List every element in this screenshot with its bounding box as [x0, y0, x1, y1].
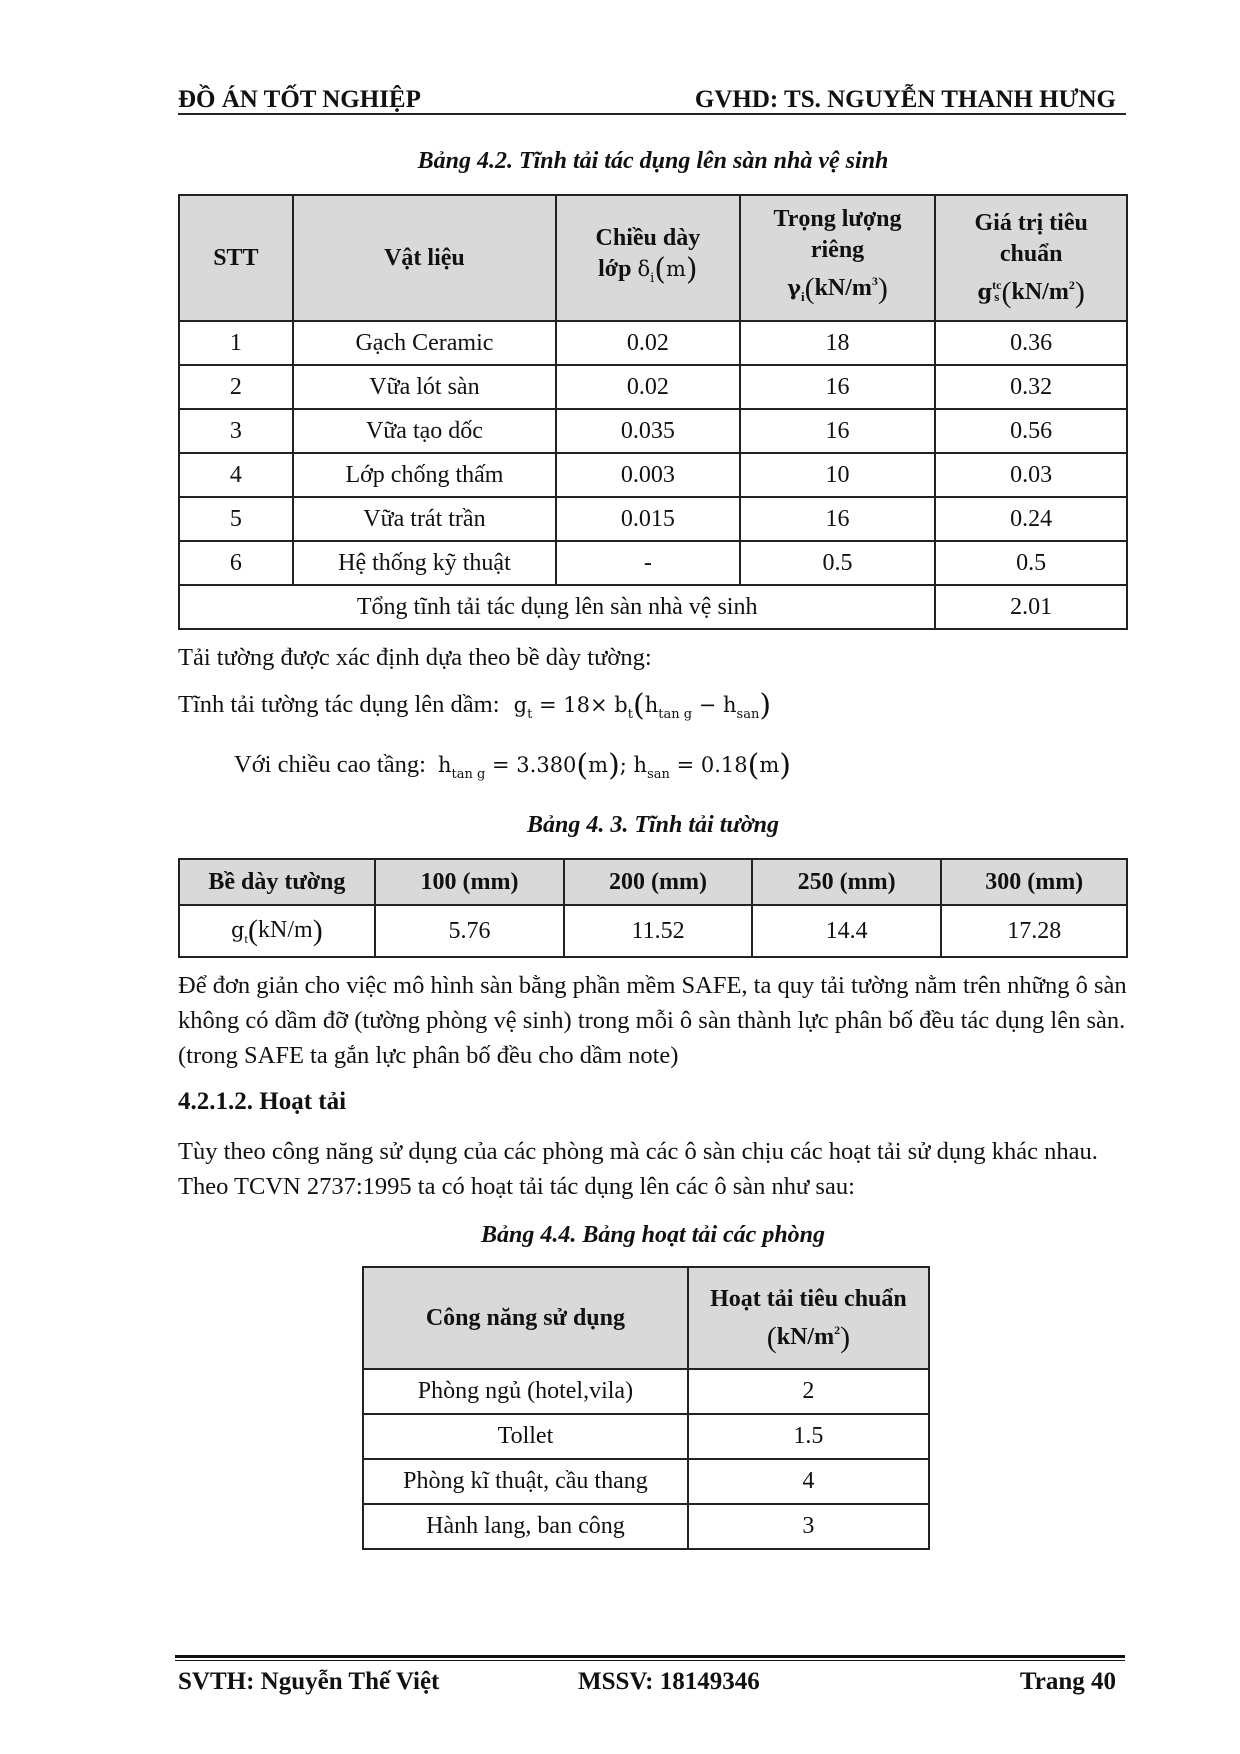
th-thickness: Chiều dày lớp $\delta_i(m)$ — [556, 195, 740, 321]
th-250: 250 (mm) — [752, 859, 942, 905]
height-formula: Với chiều cao tầng: $h_{tan g} = 3.380(m)$; $h_{san} = 0.18(m)$ — [234, 748, 791, 783]
table-row: 5 Vữa trát trần 0.015 16 0.24 — [179, 497, 1127, 541]
table-4-3 — [178, 858, 1128, 958]
table43-caption: Bảng 4. 3. Tĩnh tải tường — [527, 812, 779, 838]
table-row: Tollet 1.5 — [363, 1414, 929, 1459]
th-100: 100 (mm) — [375, 859, 565, 905]
th-200: 200 (mm) — [564, 859, 752, 905]
row-label: $g_t(kN/m)$ — [179, 905, 375, 957]
th-stt: STT — [179, 195, 293, 321]
footer-student-id: MSSV: 18149346 — [578, 1668, 760, 1695]
wall-intro: Tải tường được xác định dựa theo bề dày tường: — [178, 644, 652, 671]
th-usage: Công năng sử dụng — [363, 1267, 688, 1369]
table-4-2 — [178, 194, 1128, 630]
footer-student: SVTH: Nguyễn Thế Việt — [178, 1668, 440, 1695]
table-4-4 — [362, 1266, 930, 1550]
th-wall-thickness: Bề dày tường — [179, 859, 375, 905]
wall-formula: Tĩnh tải tường tác dụng lên dầm: $g_t = 18\times b_t(h_{tan g} - h_{san})$ — [178, 688, 772, 723]
table-row: $g_t(kN/m)$ 5.76 11.52 14.4 17.28 — [179, 905, 1127, 957]
live-load-paragraph: Tùy theo công năng sử dụng của các phòng mà các ô sàn chịu các hoạt tải sử dụng khác nhau. Theo TCVN 2737:1995 ta có hoạt tải tác dụng lên các ô sàn như sau: — [178, 1138, 1098, 1200]
header-right: GVHD: TS. NGUYỄN THANH HƯNG — [694, 86, 1116, 113]
table-total-row — [179, 585, 1127, 629]
header-left: ĐỒ ÁN TỐT NGHIỆP — [178, 86, 421, 113]
table-row: Phòng ngủ (hotel,vila) 2 — [363, 1369, 929, 1414]
safe-paragraph: Để đơn giản cho việc mô hình sàn bằng phần mềm SAFE, ta quy tải tường nằm trên những ô sàn không có dầm đỡ (tường phòng vệ sinh) trong mỗi ô sàn thành lực phân bố đều tác dụng lên sàn.(trong SAFE ta gắn lực phân bố đều cho dầm note) — [178, 972, 1127, 1069]
table44-caption: Bảng 4.4. Bảng hoạt tải các phòng — [480, 1222, 826, 1248]
total-label: Tổng tĩnh tải tác dụng lên sàn nhà vệ sinh — [179, 585, 935, 629]
footer-rule-thin — [175, 1660, 1125, 1661]
footer-page: Trang 40 — [1019, 1668, 1116, 1695]
header-rule — [178, 113, 1126, 115]
th-unit-weight: Trọng lượng riêng $\gamma_i(kN/m^3)$ — [740, 195, 936, 321]
table-row: 1 Gạch Ceramic 0.02 18 0.36 — [179, 321, 1127, 365]
footer-rule — [175, 1655, 1125, 1658]
table-row: 6 Hệ thống kỹ thuật - 0.5 0.5 — [179, 541, 1127, 585]
table-row: Phòng kĩ thuật, cầu thang 4 — [363, 1459, 929, 1504]
section-title: 4.2.1.2. Hoạt tải — [178, 1088, 347, 1115]
total-value: 2.01 — [935, 585, 1127, 629]
table-row: Hành lang, ban công 3 — [363, 1504, 929, 1549]
table42-caption: Bảng 4.2. Tĩnh tải tác dụng lên sàn nhà vệ sinh — [417, 148, 889, 174]
table-row: 2 Vữa lót sàn 0.02 16 0.32 — [179, 365, 1127, 409]
th-material: Vật liệu — [293, 195, 556, 321]
th-standard-value: Giá trị tiêu chuẩn g tc s $(kN/m^2)$ — [935, 195, 1127, 321]
table-row: 3 Vữa tạo dốc 0.035 16 0.56 — [179, 409, 1127, 453]
th-300: 300 (mm) — [941, 859, 1127, 905]
table-row: 4 Lớp chống thấm 0.003 10 0.03 — [179, 453, 1127, 497]
th-live-load: Hoạt tải tiêu chuẩn $(kN/m^2)$ — [688, 1267, 929, 1369]
